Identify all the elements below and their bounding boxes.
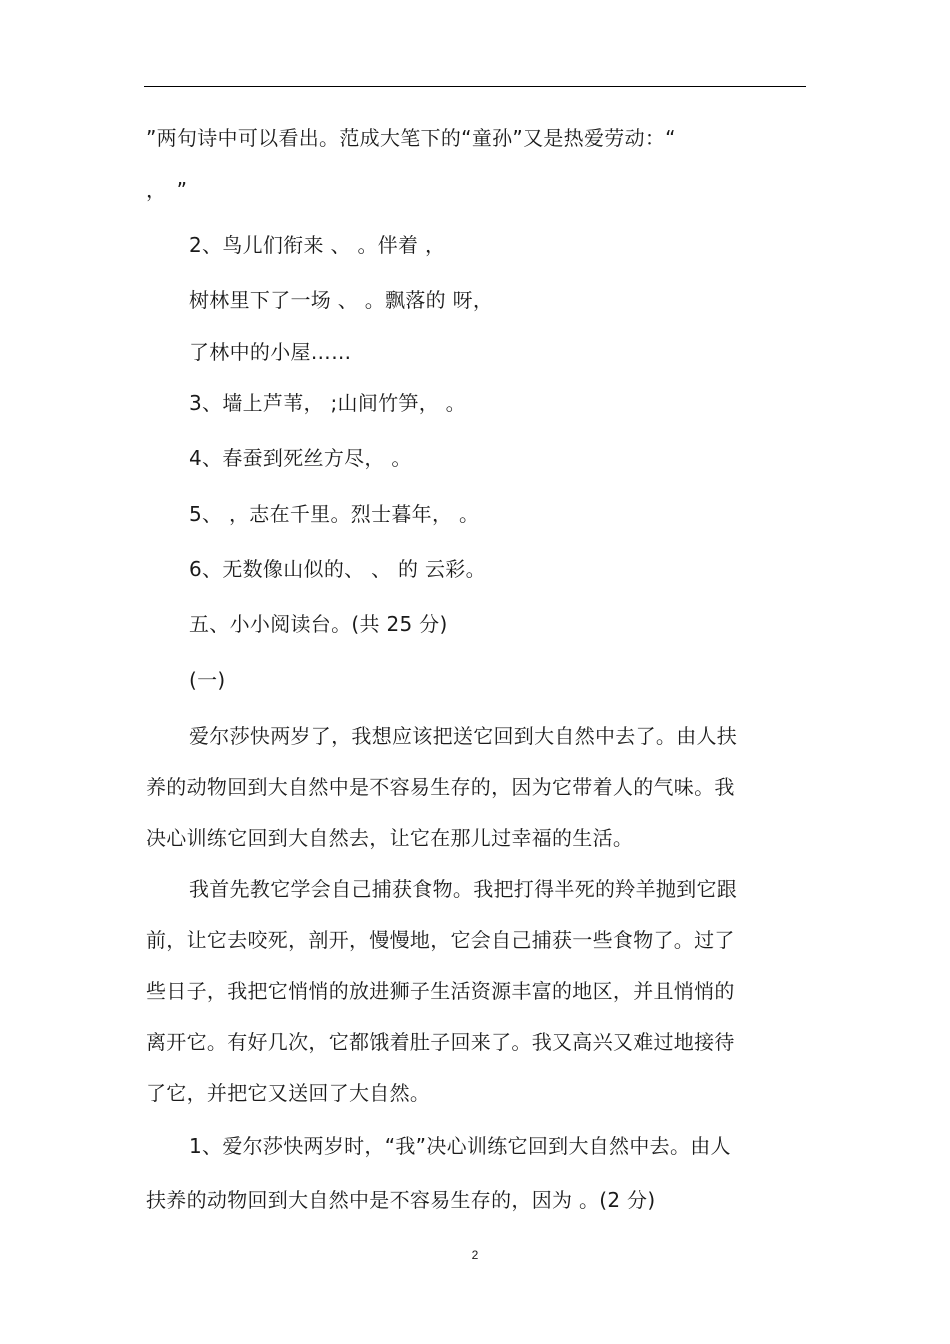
text-line: 些日子，我把它悄悄的放进狮子生活资源丰富的地区，并且悄悄的: [146, 979, 735, 1003]
text-line: 了林中的小屋……: [189, 340, 352, 364]
header-rule: [144, 86, 806, 87]
text-line: 了它，并把它又送回了大自然。: [146, 1081, 431, 1105]
text-line: 我首先教它学会自己捕获食物。我把打得半死的羚羊抛到它跟: [189, 877, 738, 901]
text-line: 2、鸟儿们衔来 、 。伴着 ，: [189, 233, 446, 257]
text-line: ”两句诗中可以看出。范成大笔下的“童孙”又是热爱劳动：“: [146, 126, 676, 150]
question-line: 1、爱尔莎快两岁时，“我”决心训练它回到大自然中去。由人: [189, 1134, 731, 1158]
text-line: 6、无数像山似的、 、 的 云彩。: [189, 557, 486, 581]
text-line: 决心训练它回到大自然去，让它在那儿过幸福的生活。: [146, 826, 634, 850]
section-heading: 五、小小阅读台。(共 25 分): [189, 612, 448, 636]
page-number: 2: [471, 1248, 479, 1262]
text-line: ， ”: [146, 178, 188, 202]
text-line: 离开它。有好几次，它都饿着肚子回来了。我又高兴又难过地接待: [146, 1030, 735, 1054]
text-line: 养的动物回到大自然中是不容易生存的，因为它带着人的气味。我: [146, 775, 735, 799]
text-line: 5、 ，志在千里。烈士暮年， 。: [189, 502, 480, 526]
question-line: 扶养的动物回到大自然中是不容易生存的，因为 。(2 分): [146, 1188, 656, 1212]
text-line: 前，让它去咬死，剖开，慢慢地，它会自己捕获一些食物了。过了: [146, 928, 735, 952]
subsection-heading: (一): [189, 668, 226, 692]
text-line: 爱尔莎快两岁了，我想应该把送它回到大自然中去了。由人扶: [189, 724, 738, 748]
text-line: 4、春蚕到死丝方尽， 。: [189, 446, 412, 470]
text-line: 3、墙上芦苇， ;山间竹笋， 。: [189, 391, 466, 415]
text-line: 树林里下了一场 、 。飘落的 呀，: [189, 288, 494, 312]
